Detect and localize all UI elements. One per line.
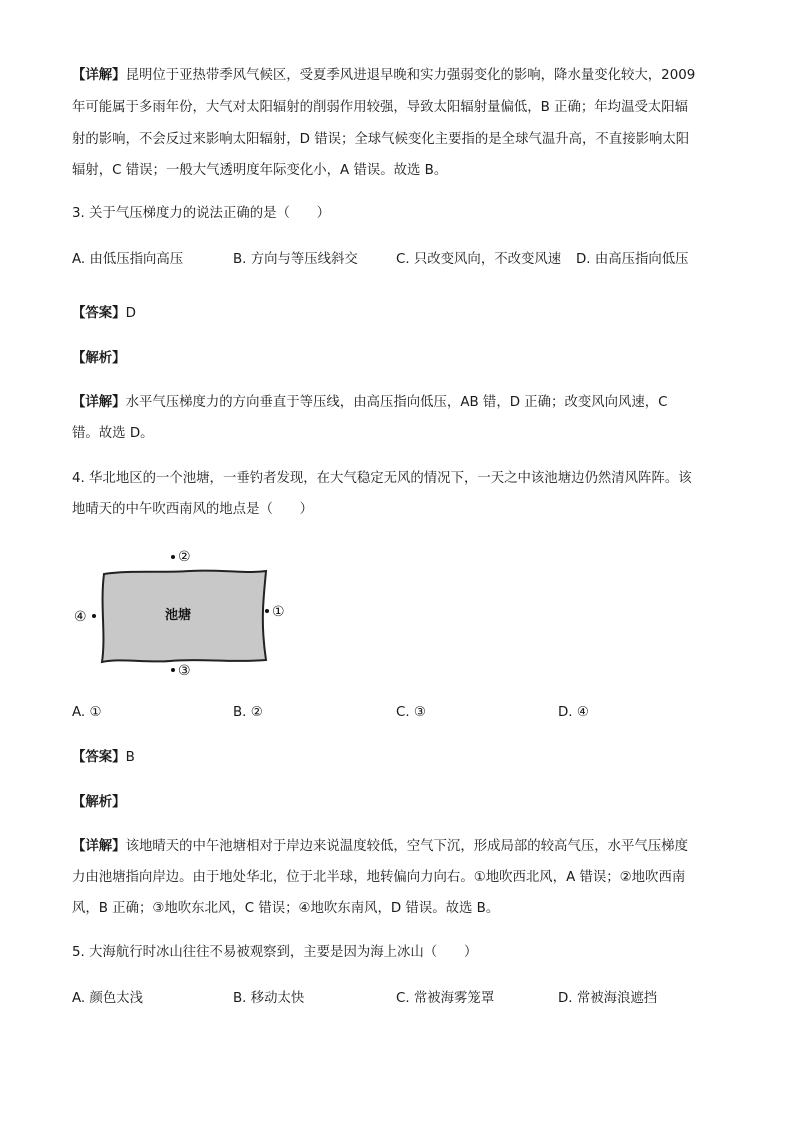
point-1-dot [265, 609, 269, 613]
q3-analysis-heading: 【解析】 [72, 351, 126, 366]
point-3-label: ③ [178, 663, 191, 679]
q4-detail-line-2: 力由池塘指向岸边。由于地处华北，位于北半球，地转偏向力向右。①地吹西北风，A 错误；②地吹西南 [72, 870, 686, 885]
q3-answer: 【答案】D [72, 306, 136, 321]
q3-option-a: A. 由低压指向高压 [72, 252, 184, 267]
q2-detail-line-4: 辐射，C 错误；一般大气透明度年际变化小，A 错误。故选 B。 [72, 163, 448, 178]
q3-stem: 3. 关于气压梯度力的说法正确的是（ ） [72, 206, 331, 221]
point-3-dot [171, 668, 175, 672]
q3-detail-line-1: 【详解】水平气压梯度力的方向垂直于等压线，由高压指向低压，AB 错，D 正确；改变风向风速，C [72, 395, 668, 410]
q2-detail-line-3: 射的影响，不会反过来影响太阳辐射，D 错误；全球气候变化主要指的是全球气温升高，不直接影响太阳 [72, 132, 690, 147]
q2-detail-line-2: 年可能属于多雨年份，大气对太阳辐射的削弱作用较强，导致太阳辐射量偏低，B 正确；年均温受太阳辐 [72, 100, 689, 115]
point-1-label: ① [272, 604, 285, 620]
pond-diagram [70, 540, 310, 690]
q4-option-b: B. ② [233, 705, 263, 720]
q4-detail-line-1: 【详解】该地晴天的中午池塘相对于岸边来说温度较低，空气下沉，形成局部的较高气压，水平气压梯度 [72, 839, 688, 854]
q4-answer: 【答案】B [72, 750, 135, 765]
q4-stem-line-1: 4. 华北地区的一个池塘，一垂钓者发现，在大气稳定无风的情况下，一天之中该池塘边仍然清风阵阵。该 [72, 471, 692, 486]
point-2-dot [171, 555, 175, 559]
q4-analysis-heading: 【解析】 [72, 795, 126, 810]
q4-option-d: D. ④ [558, 705, 589, 720]
pond-label: 池塘 [164, 608, 192, 623]
q2-detail-line-1: 【详解】昆明位于亚热带季风气候区，受夏季风进退早晚和实力强弱变化的影响，降水量变化较大，2009 [72, 68, 696, 83]
q3-option-d: D. 由高压指向低压 [576, 252, 689, 267]
q5-option-b: B. 移动太快 [233, 991, 305, 1006]
point-4-label: ④ [74, 609, 87, 625]
q4-stem-line-2: 地晴天的中午吹西南风的地点是（ ） [72, 502, 314, 517]
point-4-dot [92, 614, 96, 618]
q5-option-a: A. 颜色太浅 [72, 991, 143, 1006]
q3-detail-line-2: 错。故选 D。 [72, 426, 154, 441]
q4-option-a: A. ① [72, 705, 102, 720]
q5-option-c: C. 常被海雾笼罩 [396, 991, 495, 1006]
q3-option-b: B. 方向与等压线斜交 [233, 252, 358, 267]
q5-stem: 5. 大海航行时冰山往往不易被观察到，主要是因为海上冰山（ ） [72, 945, 478, 960]
detail-tag: 【详解】 [72, 68, 126, 83]
q5-option-d: D. 常被海浪遮挡 [558, 991, 658, 1006]
q3-option-c: C. 只改变风向，不改变风速 [396, 252, 562, 267]
point-2-label: ② [178, 549, 191, 565]
q4-detail-line-3: 风，B 正确；③地吹东北风，C 错误；④地吹东南风，D 错误。故选 B。 [72, 901, 500, 916]
q4-option-c: C. ③ [396, 705, 426, 720]
